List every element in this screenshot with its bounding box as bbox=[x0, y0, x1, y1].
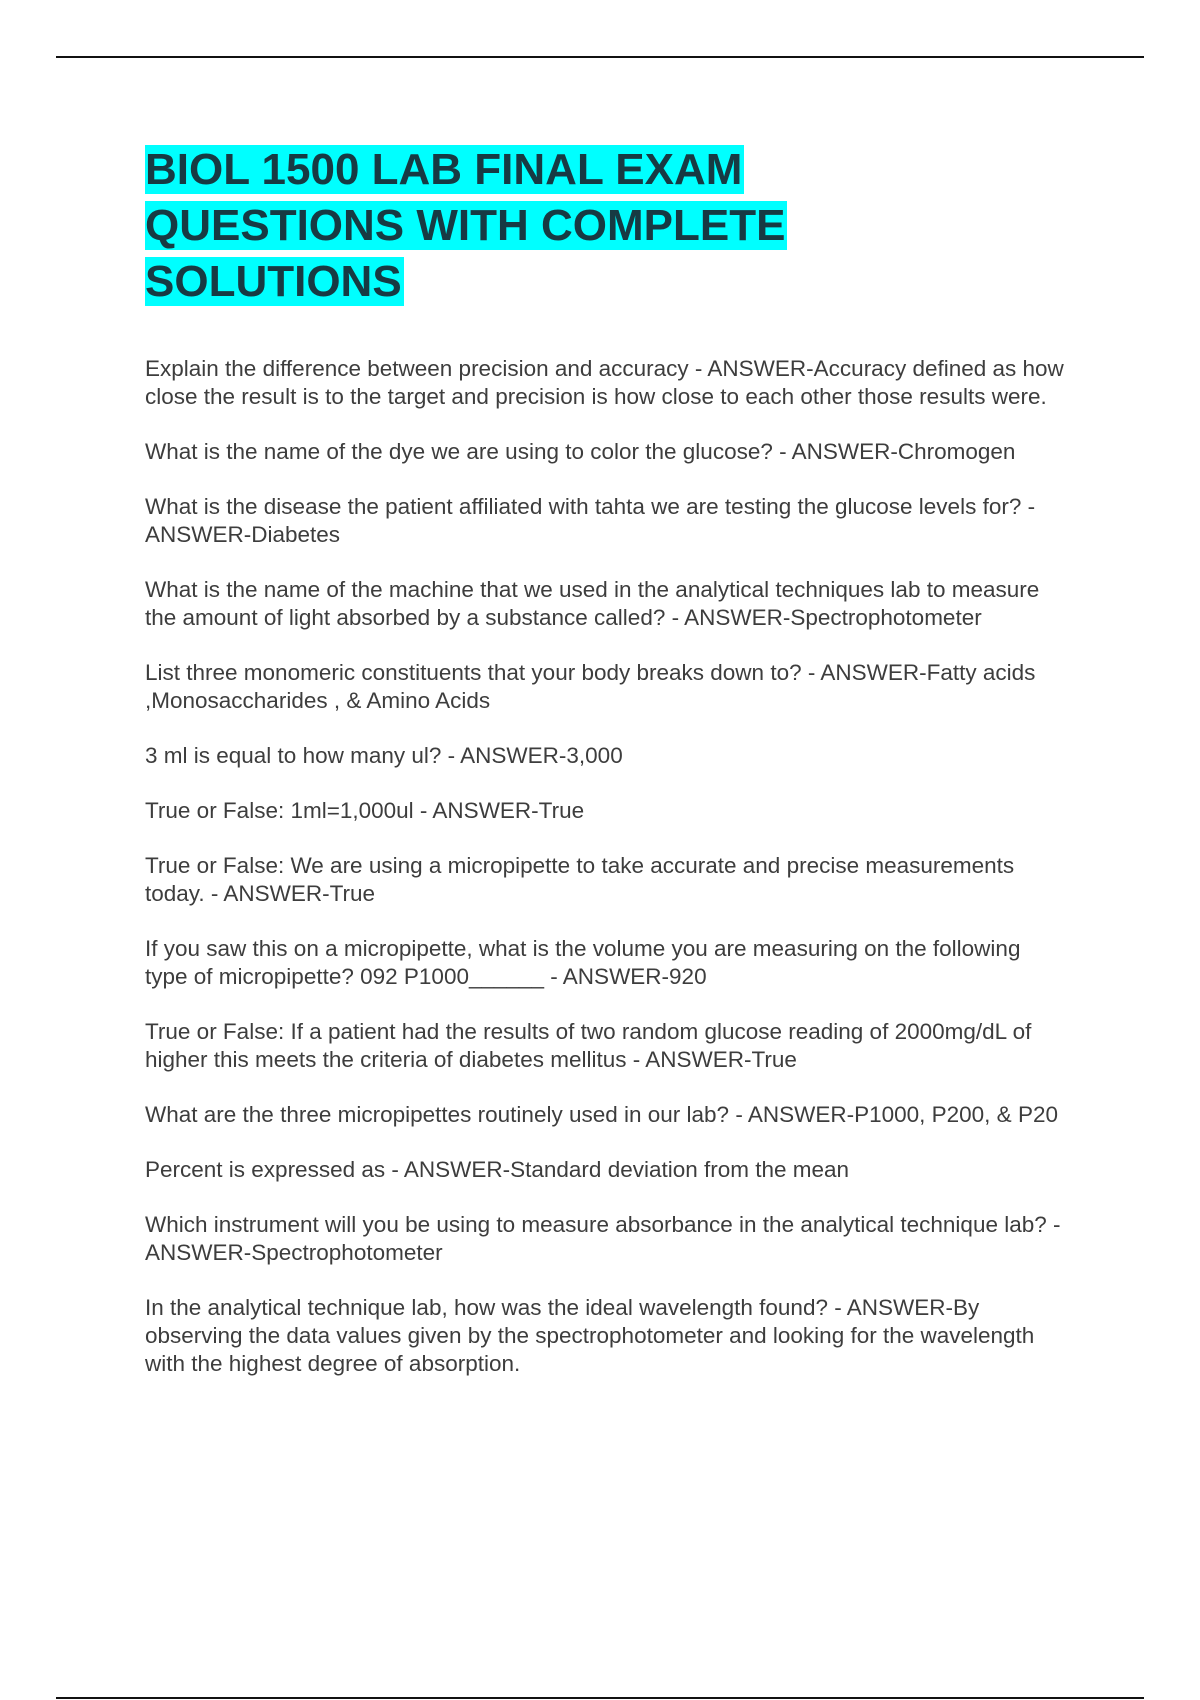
qa-item: True or False: If a patient had the results of two random glucose reading of 2000mg/dL of higher this meets the criteria of diabetes mellitus - ANSWER-True bbox=[145, 1019, 1032, 1072]
bottom-rule bbox=[56, 1697, 1144, 1699]
qa-item: What is the name of the dye we are using to color the glucose? - ANSWER-Chromogen bbox=[145, 439, 1016, 464]
qa-item: What is the name of the machine that we used in the analytical techniques lab to measure the amount of light absorbed by a substance called? - ANSWER-Spectrophotometer bbox=[145, 577, 1040, 630]
qa-item: In the analytical technique lab, how was the ideal wavelength found? - ANSWER-By observing the data values given by the spectrophotometer and looking for the wavelength with the highest degree of absorption. bbox=[145, 1295, 1035, 1376]
qa-item: What are the three micropipettes routinely used in our lab? - ANSWER-P1000, P200, & P20 bbox=[145, 1102, 1058, 1127]
title-line-1: BIOL 1500 LAB FINAL EXAM bbox=[145, 145, 743, 194]
title-line-2: QUESTIONS WITH COMPLETE bbox=[145, 201, 786, 250]
qa-item: True or False: 1ml=1,000ul - ANSWER-True bbox=[145, 798, 585, 823]
document-body bbox=[145, 142, 1065, 1405]
title-line-3: SOLUTIONS bbox=[145, 257, 402, 306]
qa-item: If you saw this on a micropipette, what is the volume you are measuring on the following type of micropipette? 092 P1000______ - ANSWER-920 bbox=[145, 936, 1021, 989]
qa-item: Which instrument will you be using to measure absorbance in the analytical technique lab? - ANSWER-Spectrophotometer bbox=[145, 1212, 1061, 1265]
qa-item: List three monomeric constituents that your body breaks down to? - ANSWER-Fatty acids ,Monosaccharides , & Amino Acids bbox=[145, 660, 1036, 713]
qa-list bbox=[145, 355, 1065, 1378]
qa-item: Explain the difference between precision and accuracy - ANSWER-Accuracy defined as how close the result is to the target and precision is how close to each other those results were. bbox=[145, 356, 1064, 409]
qa-item: Percent is expressed as - ANSWER-Standard deviation from the mean bbox=[145, 1157, 850, 1182]
document-title bbox=[145, 142, 1065, 310]
qa-item: True or False: We are using a micropipette to take accurate and precise measurements today. - ANSWER-True bbox=[145, 853, 1015, 906]
qa-item: What is the disease the patient affiliated with tahta we are testing the glucose levels for? - ANSWER-Diabetes bbox=[145, 494, 1036, 547]
qa-item: 3 ml is equal to how many ul? - ANSWER-3,000 bbox=[145, 743, 623, 768]
top-rule bbox=[56, 56, 1144, 58]
